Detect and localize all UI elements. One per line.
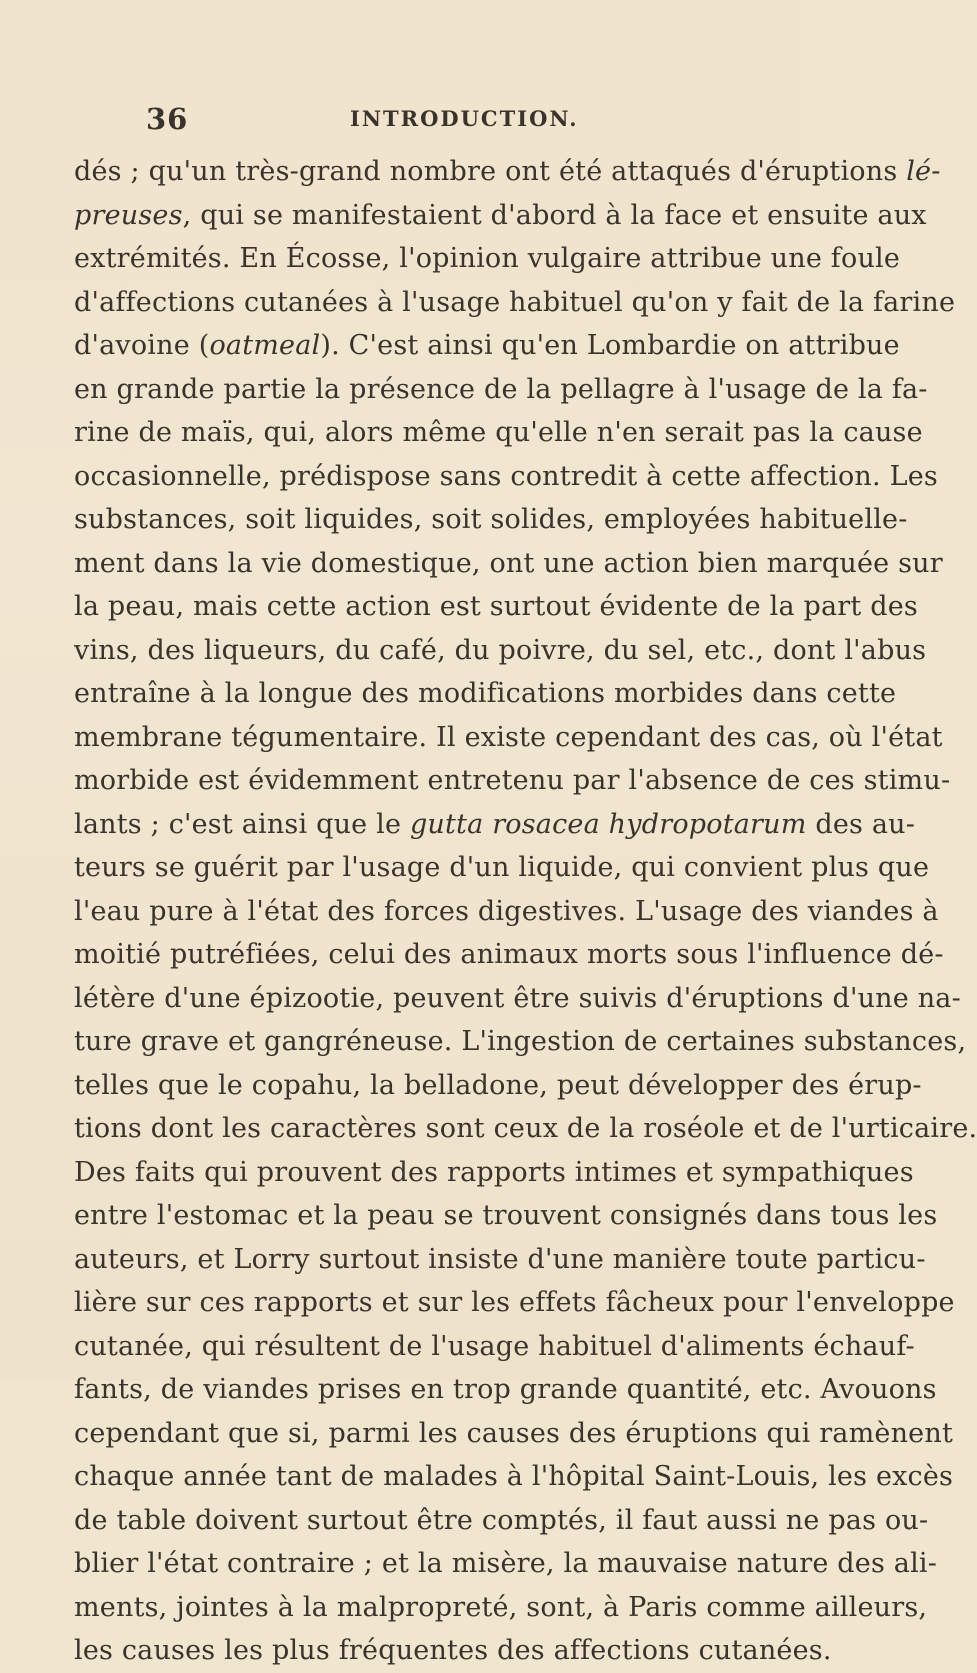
text-line (74, 1194, 938, 1238)
text-line (74, 629, 927, 673)
text-run: ment dans la vie domestique, ont une action bien marquée sur (74, 547, 943, 579)
text-run: blier l'état contraire ; et la misère, la mauvaise nature des ali- (74, 1548, 938, 1579)
text-run: fants, de viandes prises en trop grande quantité, etc. Avouons (74, 1374, 937, 1405)
text-run: vins, des liqueurs, du café, du poivre, du sel, etc., dont l'abus (74, 634, 927, 666)
text-run: teurs se guérit par l'usage d'un liquide, qui convient plus que (74, 852, 930, 883)
text-line (74, 368, 928, 412)
text-run: ture grave et gangréneuse. L'ingestion de certaines substances, (74, 1026, 967, 1057)
text-run: l'eau pure à l'état des forces digestives. L'usage des viandes à (74, 895, 939, 927)
text-line (74, 1281, 955, 1325)
text-line (74, 1629, 832, 1673)
text-run: létère d'une épizootie, peuvent être suivis d'éruptions d'une na- (74, 982, 961, 1014)
text-run: de table doivent surtout être comptés, il faut aussi ne pas ou- (74, 1504, 929, 1536)
text-run: lière sur ces rapports et sur les effets fâcheux pour l'enveloppe (74, 1287, 955, 1318)
text-line (74, 716, 943, 760)
text-line (74, 1499, 929, 1543)
text-line (74, 1151, 914, 1195)
text-line (74, 498, 908, 542)
text-run: substances, soit liquides, soit solides, employées habituelle- (74, 504, 908, 535)
text-line (74, 1064, 922, 1108)
page-number: 36 (146, 102, 189, 136)
text-line (74, 542, 943, 586)
text-run: auteurs, et Lorry surtout insiste d'une manière toute particu- (74, 1243, 926, 1275)
text-run: dés ; qu'un très-grand nombre ont été attaqués d'éruptions (74, 156, 907, 187)
text-run: entraîne à la longue des modifications morbides dans cette (74, 678, 897, 709)
text-line (74, 150, 941, 194)
text-line (74, 585, 918, 629)
text-line (74, 1107, 977, 1151)
text-line (74, 281, 956, 325)
text-run: telles que le copahu, la belladone, peut développer des érup- (74, 1069, 922, 1101)
text-run: la peau, mais cette action est surtout évidente de la part des (74, 591, 918, 622)
text-run: , qui se manifestaient d'abord à la face et ensuite aux (182, 199, 927, 231)
text-run: Des faits qui prouvent des rapports intimes et sympathiques (74, 1156, 914, 1188)
text-run: entre l'estomac et la peau se trouvent consignés dans tous les (74, 1200, 938, 1231)
text-run: morbide est évidemment entretenu par l'absence de ces stimu- (74, 765, 951, 796)
text-line (74, 237, 901, 281)
text-run: ). C'est ainsi qu'en Lombardie on attribue (320, 330, 900, 361)
text-run: cutanée, qui résultent de l'usage habituel d'aliments échauf- (74, 1330, 915, 1362)
text-line (74, 194, 927, 238)
italic-term: preuses (74, 199, 183, 231)
text-run: cependant que si, parmi les causes des éruptions qui ramènent (74, 1417, 953, 1449)
text-line (74, 1368, 937, 1412)
italic-term: oatmeal (209, 330, 321, 361)
text-run: tions dont les caractères sont ceux de la roséole et de l'urticaire. (74, 1113, 977, 1144)
text-line (74, 455, 938, 499)
text-run: moitié putréfiées, celui des animaux morts sous l'influence dé- (74, 939, 944, 970)
text-line (74, 846, 930, 890)
text-run: chaque année tant de malades à l'hôpital Saint-Louis, les excès (74, 1461, 954, 1492)
text-line (74, 1542, 938, 1586)
text-line (74, 977, 961, 1021)
text-line (74, 890, 939, 934)
text-run: extrémités. En Écosse, l'opinion vulgaire attribue une foule (74, 243, 901, 274)
text-line (74, 1238, 926, 1282)
italic-term: gutta rosacea hydropotarum (409, 808, 807, 840)
text-line (74, 324, 900, 368)
text-line (74, 672, 897, 716)
text-line (74, 1455, 954, 1499)
text-line (74, 411, 923, 455)
text-line (74, 1020, 967, 1064)
body-paragraph (74, 150, 977, 1673)
text-line (74, 1325, 915, 1369)
running-head: INTRODUCTION. (350, 106, 579, 131)
text-run: rine de maïs, qui, alors même qu'elle n'en serait pas la cause (74, 417, 923, 448)
text-run: en grande partie la présence de la pellagre à l'usage de la fa- (74, 373, 928, 405)
text-run: d'avoine ( (74, 330, 210, 361)
text-run: des au- (806, 808, 916, 840)
text-run: membrane tégumentaire. Il existe cependant des cas, où l'état (74, 721, 943, 753)
text-line (74, 1586, 928, 1630)
text-line (74, 1412, 953, 1456)
text-run: ments, jointes à la malpropreté, sont, à Paris comme ailleurs, (74, 1591, 928, 1623)
text-run: lants ; c'est ainsi que le (74, 808, 410, 840)
page-header (0, 96, 800, 140)
text-run: occasionnelle, prédispose sans contredit à cette affection. Les (74, 460, 938, 492)
text-line (74, 759, 951, 803)
text-line (74, 933, 944, 977)
text-line (74, 803, 916, 847)
text-run: d'affections cutanées à l'usage habituel qu'on y fait de la farine (74, 286, 956, 318)
text-run: les causes les plus fréquentes des affections cutanées. (74, 1635, 832, 1666)
italic-term: lé- (906, 156, 941, 187)
